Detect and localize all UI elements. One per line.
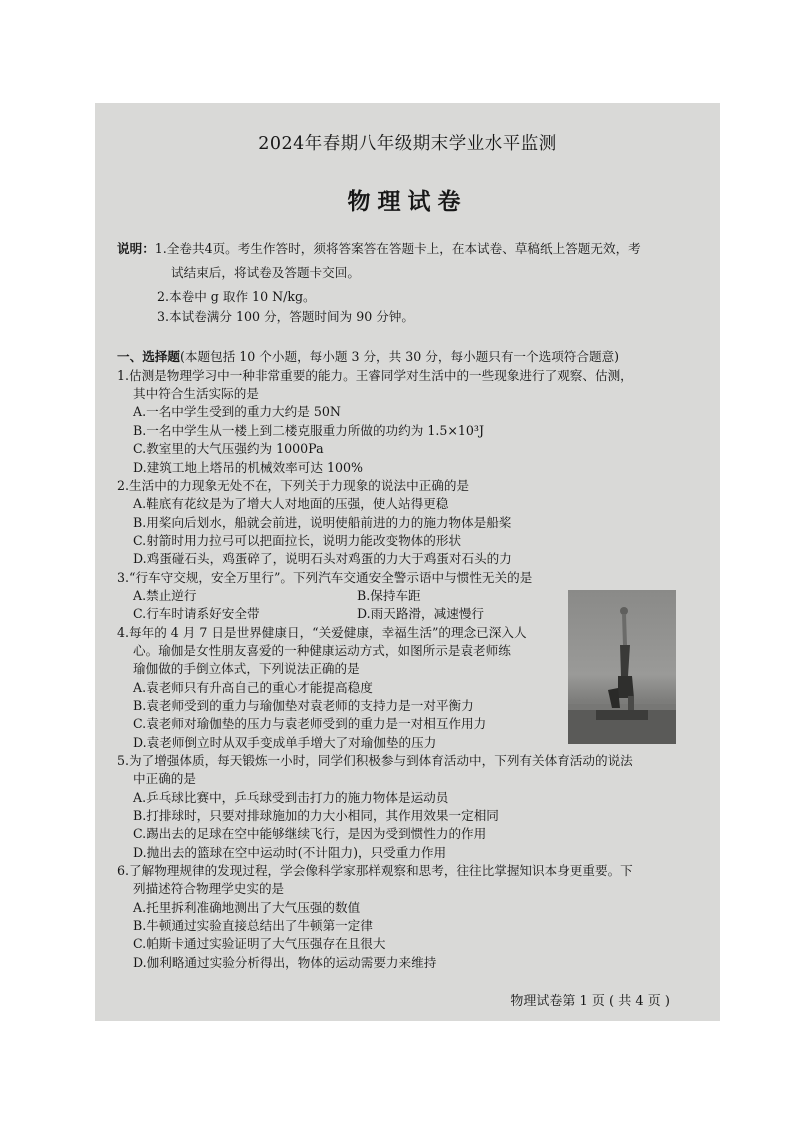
q4-option-b: B.袁老师受到的重力与瑜伽垫对袁老师的支持力是一对平衡力	[133, 698, 474, 713]
q5-stem-line1: 5.为了增强体质，每天锻炼一小时，同学们积极参与到体育活动中，下列有关体育活动的说法	[117, 753, 633, 768]
q6-stem-line1: 6.了解物理规律的发现过程，学会像科学家那样观察和思考，往往比掌握知识本身更重要。下	[117, 863, 633, 878]
q2-option-c: C.射箭时用力拉弓可以把面拉长，说明力能改变物体的形状	[133, 533, 462, 548]
section1-heading	[117, 349, 619, 365]
q6-option-d: D.伽利略通过实验分析得出，物体的运动需要力来维持	[133, 955, 437, 970]
q1-option-c: C.教室里的大气压强约为 1000Pa	[133, 441, 324, 456]
instructions-item2: 2.本卷中 g 取作 10 N/kg。	[157, 289, 316, 304]
q2-stem: 2.生活中的力现象无处不在，下列关于力现象的说法中正确的是	[117, 478, 470, 493]
instructions-label: 说明：	[117, 241, 155, 256]
exam-sheet	[95, 103, 720, 1021]
yoga-handstand-photo	[568, 590, 676, 744]
instructions-item1-line2: 试结束后，将试卷及答题卡交回。	[171, 265, 360, 280]
instructions-item1-line1	[117, 241, 641, 257]
q4-stem-line1: 4.每年的 4 月 7 日是世界健康日，“关爱健康，幸福生活”的理念已深入人	[117, 625, 527, 640]
q3-option-d: D.雨天路滑，减速慢行	[357, 606, 484, 621]
q5-option-b: B.打排球时，只要对排球施加的力大小相同，其作用效果一定相同	[133, 808, 499, 823]
q3-option-c: C.行车时请系好安全带	[133, 606, 260, 621]
q1-stem-line2: 其中符合生活实际的是	[133, 386, 259, 401]
q5-option-d: D.抛出去的篮球在空中运动时(不计阻力)，只受重力作用	[133, 845, 447, 860]
q5-option-a: A.乒乓球比赛中，乒乓球受到击打力的施力物体是运动员	[133, 790, 449, 805]
q4-stem-line2: 心。瑜伽是女性朋友喜爱的一种健康运动方式，如图所示是袁老师练	[133, 643, 511, 658]
q6-option-b: B.牛顿通过实验直接总结出了牛顿第一定律	[133, 918, 373, 933]
q4-option-a: A.袁老师只有升高自己的重心才能提高稳度	[133, 680, 373, 695]
q6-option-c: C.帕斯卡通过实验证明了大气压强存在且很大	[133, 936, 386, 951]
q1-option-d: D.建筑工地上塔吊的机械效率可达 100%	[133, 460, 363, 475]
yoga-figure-icon	[568, 590, 676, 744]
subject-title: 物理试卷	[347, 188, 468, 215]
q6-stem-line2: 列描述符合物理学史实的是	[133, 881, 285, 896]
q4-option-c: C.袁老师对瑜伽垫的压力与袁老师受到的重力是一对相互作用力	[133, 716, 487, 731]
instructions-item1-text: 1.全卷共4页。考生作答时，须将答案答在答题卡上，在本试卷、草稿纸上答题无效，考	[154, 241, 641, 256]
q6-option-a: A.托里拆利准确地测出了大气压强的数值	[133, 900, 361, 915]
q2-option-a: A.鞋底有花纹是为了增大人对地面的压强，使人站得更稳	[133, 496, 449, 511]
page-footer: 物理试卷第 1 页 ( 共 4 页 )	[510, 994, 670, 1009]
q1-option-b: B.一名中学生从一楼上到二楼克服重力所做的功约为 1.5×10³J	[133, 423, 485, 438]
q3-option-a: A.禁止逆行	[133, 588, 197, 603]
q2-option-b: B.用桨向后划水，船就会前进，说明使船前进的力的施力物体是船桨	[133, 515, 512, 530]
exam-title: 2024年春期八年级期末学业水平监测	[258, 134, 557, 154]
section1-label: 一、选择题	[117, 349, 180, 364]
section1-desc: (本题包括 10 个小题，每小题 3 分，共 30 分，每小题只有一个选项符合题意)	[179, 349, 620, 364]
instructions-item3: 3.本试卷满分 100 分，答题时间为 90 分钟。	[157, 309, 414, 324]
q1-option-a: A.一名中学生受到的重力大约是 50N	[133, 404, 341, 419]
q5-option-c: C.踢出去的足球在空中能够继续飞行，是因为受到惯性力的作用	[133, 826, 487, 841]
q1-stem-line1: 1.估测是物理学习中一种非常重要的能力。王睿同学对生活中的一些现象进行了观察、估测，	[117, 368, 633, 383]
q2-option-d: D.鸡蛋碰石头，鸡蛋碎了，说明石头对鸡蛋的力大于鸡蛋对石头的力	[133, 551, 512, 566]
q4-stem-line3: 瑜伽做的手倒立体式，下列说法正确的是	[133, 661, 360, 676]
q3-option-b: B.保持车距	[357, 588, 421, 603]
q3-stem: 3.“行车守交规，安全万里行”。下列汽车交通安全警示语中与惯性无关的是	[117, 570, 533, 585]
q4-option-d: D.袁老师倒立时从双手变成单手增大了对瑜伽垫的压力	[133, 735, 437, 750]
q5-stem-line2: 中正确的是	[133, 771, 196, 786]
